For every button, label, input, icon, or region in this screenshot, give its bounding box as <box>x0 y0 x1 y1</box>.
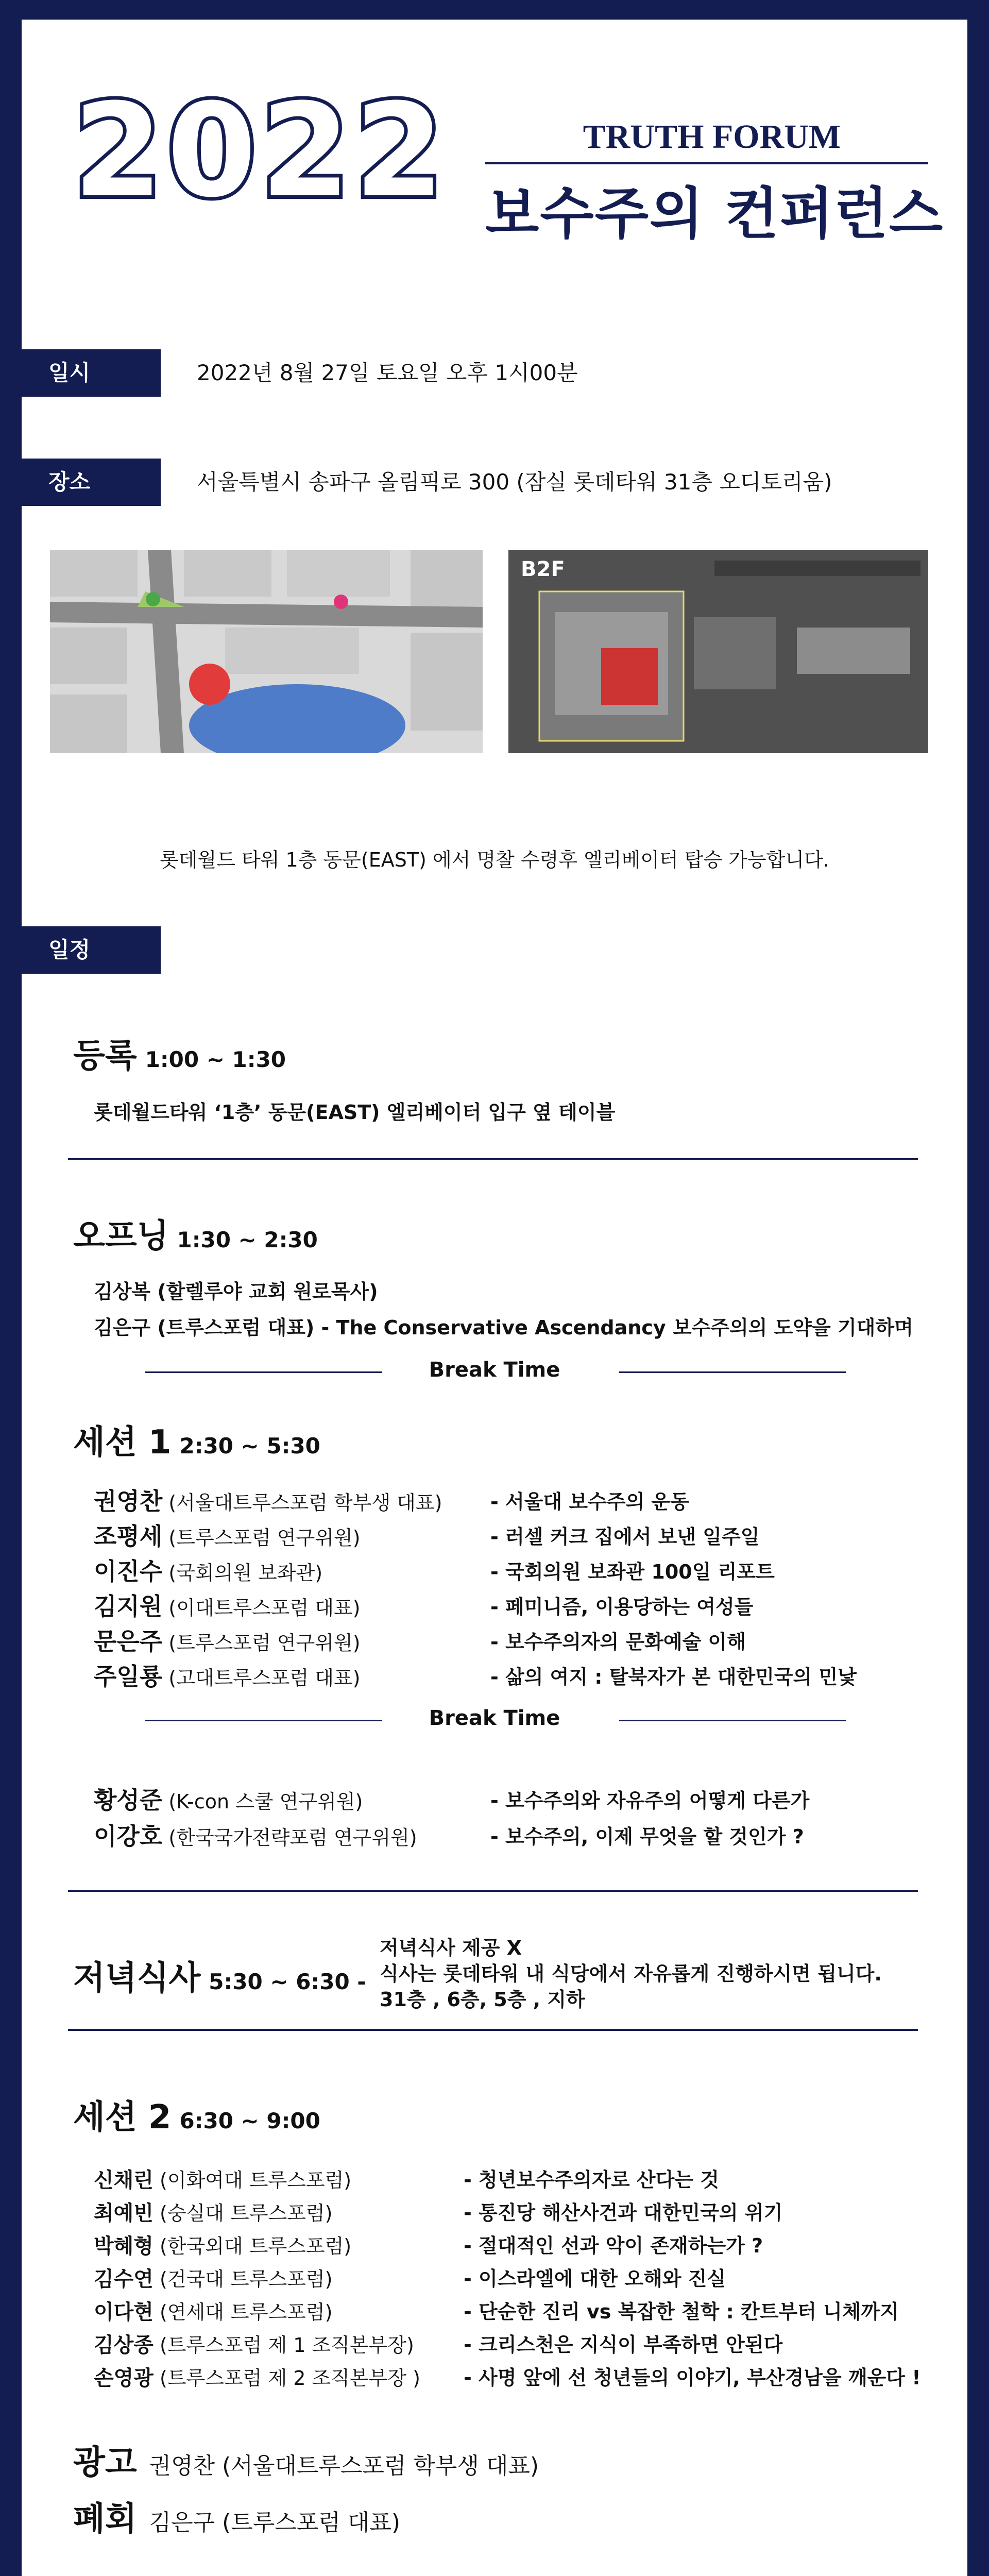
dinner-title: 저녁식사 <box>73 1959 201 1997</box>
speaker-name: 문은주 <box>94 1628 163 1655</box>
registration-heading <box>73 1029 286 1077</box>
session2-speaker <box>94 2263 332 2292</box>
session1-speaker <box>94 1623 361 1657</box>
speaker-topic: - 크리스천은 지식이 부족하면 안된다 <box>464 2333 783 2356</box>
year-title: 2022 <box>73 76 448 226</box>
speaker-topic: - 보수주의자의 문화예술 이해 <box>490 1631 746 1653</box>
speaker-affiliation: (트루스포럼 연구위원) <box>168 1632 361 1654</box>
speaker-topic: - 러셀 커크 집에서 보낸 일주일 <box>490 1526 760 1548</box>
session2-title: 세션 2 <box>73 2098 172 2137</box>
schedule-label: 일정 <box>22 926 161 974</box>
speaker-affiliation: (서울대트루스포럼 학부생 대표) <box>168 1492 442 1514</box>
speaker-topic: - 절대적인 선과 악이 존재하는가 ? <box>464 2234 763 2257</box>
closing-title: 폐회 <box>73 2500 137 2538</box>
date-value: 2022년 8월 27일 토요일 오후 1시00분 <box>197 360 578 385</box>
break-line-right <box>619 1720 846 1721</box>
session1-time: 2:30 ~ 5:30 <box>179 1433 320 1459</box>
conference-title: 보수주의 컨퍼런스 <box>485 182 944 246</box>
session1-speaker <box>94 1518 361 1552</box>
break-time-1: Break Time <box>429 1358 560 1382</box>
dinner-note-2: 식사는 롯데타워 내 식당에서 자유롭게 진행하시면 됩니다. <box>380 1962 882 1985</box>
session2-time: 6:30 ~ 9:00 <box>179 2108 320 2133</box>
speaker-affiliation: (트루스포럼 연구위원) <box>168 1527 361 1549</box>
speaker-name: 신채린 <box>94 2168 154 2192</box>
place-label: 장소 <box>22 459 161 506</box>
registration-detail: 롯데월드타워 ‘1층’ 동문(EAST) 엘리베이터 입구 옆 테이블 <box>94 1101 616 1124</box>
speaker-name: 최예빈 <box>94 2201 154 2225</box>
session2-speaker <box>94 2329 414 2358</box>
session1-heading <box>73 1416 320 1463</box>
session2-speaker <box>94 2296 332 2325</box>
opening-speaker-2: 김은구 (트루스포럼 대표) - The Conservative Ascendancy 보수주의의 도약을 기대하며 <box>94 1316 913 1339</box>
street-map-graphic <box>50 550 483 753</box>
speaker-topic: - 보수주의와 자유주의 어떻게 다른가 <box>490 1789 810 1812</box>
speaker-name: 이강호 <box>94 1822 163 1850</box>
speaker-affiliation: (이화여대 트루스포럼) <box>160 2169 352 2192</box>
session1-speaker <box>94 1483 442 1517</box>
speaker-name: 이다현 <box>94 2300 154 2324</box>
speaker-affiliation: (트루스포럼 제 2 조직본부장 ) <box>160 2367 420 2389</box>
speaker-affiliation: (연세대 트루스포럼) <box>160 2301 333 2324</box>
session2-heading <box>73 2091 320 2138</box>
speaker-affiliation: (한국외대 트루스포럼) <box>160 2235 352 2258</box>
speaker-name: 황성준 <box>94 1786 163 1814</box>
speaker-name: 박혜형 <box>94 2234 154 2258</box>
speaker-topic: - 페미니즘, 이용당하는 여성들 <box>490 1596 754 1618</box>
speaker-affiliation: (트루스포럼 제 1 조직본부장) <box>160 2334 414 2357</box>
break-line-right <box>619 1371 846 1373</box>
divider <box>68 2029 918 2031</box>
dinner-time: 5:30 ~ 6:30 - <box>209 1969 366 1994</box>
speaker-topic: - 서울대 보수주의 운동 <box>490 1490 689 1513</box>
place-value: 서울특별시 송파구 올림픽로 300 (잠실 롯데타워 31층 오디토리움) <box>197 469 832 495</box>
brand-title: TRUTH FORUM <box>583 118 841 156</box>
session2-speaker <box>94 2164 351 2193</box>
divider <box>68 1158 918 1160</box>
speaker-topic: - 청년보수주의자로 산다는 것 <box>464 2168 719 2191</box>
speaker-topic: - 이스라엘에 대한 오해와 진실 <box>464 2267 726 2290</box>
session1-speaker <box>94 1782 363 1816</box>
ad-value: 권영찬 (서울대트루스포럼 학부생 대표) <box>149 2453 539 2479</box>
closing-value: 김은구 (트루스포럼 대표) <box>149 2510 400 2536</box>
speaker-topic: - 국회의원 보좌관 100일 리포트 <box>490 1561 775 1583</box>
dinner-note-3: 31층 , 6층, 5층 , 지하 <box>380 1988 585 2011</box>
speaker-affiliation: (건국대 트루스포럼) <box>160 2268 333 2291</box>
map-note: 롯데월드 타워 1층 동문(EAST) 에서 명찰 수령후 엘리베이터 탑승 가능합니다. <box>160 849 829 871</box>
opening-speaker-1: 김상복 (할렐루야 교회 원로목사) <box>94 1280 378 1303</box>
ad-title: 광고 <box>73 2444 137 2482</box>
speaker-affiliation: (숭실대 트루스포럼) <box>160 2202 333 2225</box>
session1-speaker <box>94 1818 417 1852</box>
speaker-name: 김수연 <box>94 2267 154 2291</box>
speaker-affiliation: (국회의원 보좌관) <box>168 1562 323 1584</box>
floor-map <box>508 550 928 753</box>
street-map <box>50 550 483 753</box>
speaker-name: 주일룡 <box>94 1663 163 1690</box>
speaker-topic: - 단순한 진리 vs 복잡한 철학 : 칸트부터 니체까지 <box>464 2300 899 2323</box>
speaker-affiliation: (한국국가전략포럼 연구위원) <box>168 1826 417 1849</box>
speaker-name: 김상종 <box>94 2333 154 2357</box>
speaker-name: 이진수 <box>94 1557 163 1585</box>
opening-time: 1:30 ~ 2:30 <box>177 1227 318 1252</box>
session2-speaker <box>94 2230 351 2259</box>
session1-speaker <box>94 1588 361 1622</box>
speaker-name: 김지원 <box>94 1592 163 1620</box>
date-label: 일시 <box>22 349 161 397</box>
closing-heading <box>73 2493 400 2540</box>
speaker-name: 권영찬 <box>94 1487 163 1515</box>
speaker-name: 손영광 <box>94 2366 154 2390</box>
session1-speaker <box>94 1658 361 1692</box>
registration-time: 1:00 ~ 1:30 <box>145 1047 286 1072</box>
poster-card <box>22 20 967 2576</box>
divider <box>68 1890 918 1892</box>
speaker-affiliation: (이대트루스포럼 대표) <box>168 1597 361 1619</box>
session1-speaker <box>94 1553 322 1587</box>
speaker-name: 조평세 <box>94 1522 163 1550</box>
dinner-note-1: 저녁식사 제공 X <box>380 1937 522 1959</box>
session1-title: 세션 1 <box>73 1423 172 1462</box>
ad-heading <box>73 2436 539 2483</box>
opening-heading <box>73 1210 318 1257</box>
speaker-affiliation: (K-con 스쿨 연구위원) <box>168 1790 363 1813</box>
speaker-topic: - 보수주의, 이제 무엇을 할 것인가 ? <box>490 1825 804 1848</box>
opening-title: 오프닝 <box>73 1217 169 1256</box>
speaker-topic: - 사명 앞에 선 청년들의 이야기, 부산경남을 깨운다 ! <box>464 2366 921 2389</box>
floor-map-graphic <box>508 550 928 753</box>
floor-label: B2F <box>521 557 565 581</box>
session2-speaker <box>94 2362 420 2391</box>
speaker-topic: - 삶의 여지 : 탈북자가 본 대한민국의 민낯 <box>490 1666 857 1688</box>
speaker-topic: - 통진당 해산사건과 대한민국의 위기 <box>464 2201 783 2224</box>
brand-divider <box>485 162 928 164</box>
session2-speaker <box>94 2197 332 2226</box>
break-time-2: Break Time <box>429 1706 560 1730</box>
registration-title: 등록 <box>73 1037 137 1075</box>
dinner-heading <box>73 1952 366 1999</box>
speaker-affiliation: (고대트루스포럼 대표) <box>168 1667 361 1689</box>
